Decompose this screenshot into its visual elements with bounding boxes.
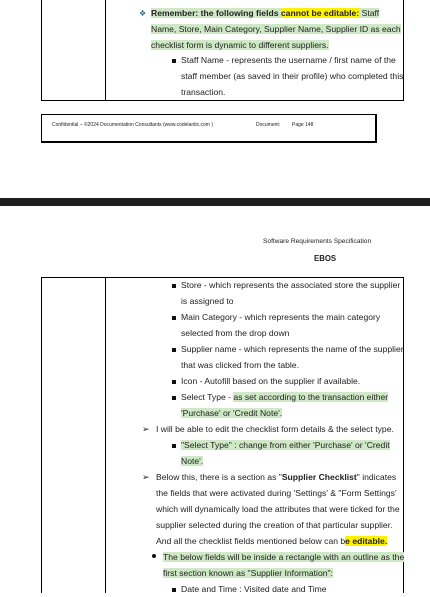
- rectangle-line-1: The below fields will be inside a rectangle with an outline as the: [163, 552, 405, 562]
- square-bullet-icon: [172, 588, 176, 592]
- supplier-name-line-2: that was clicked from the table.: [181, 360, 299, 370]
- footer-page-number: Page 148: [292, 122, 314, 128]
- square-bullet-icon: [172, 284, 176, 288]
- remember-line-1-rest: Staff: [359, 8, 380, 18]
- table-border-left: [41, 0, 42, 101]
- checklist-line-1: Below this, there is a section as "Supplier Checklist" indicates: [156, 472, 397, 482]
- table-border-right: [403, 277, 404, 593]
- rectangle-line-2: first section known as "Supplier Information":: [163, 568, 333, 578]
- select-type-change-line-2: Note'.: [181, 456, 204, 466]
- store-line-2: is assigned to: [181, 296, 234, 306]
- square-bullet-icon: [172, 59, 176, 63]
- remember-line-3: checklist form is dynamic to different suppliers.: [151, 40, 329, 50]
- table-border-bottom: [41, 100, 404, 101]
- date-time-line: Date and Time : Visited date and Time: [181, 584, 327, 594]
- page-header-subtitle: EBOS: [314, 254, 337, 263]
- main-category-line-2: selected from the drop down: [181, 328, 290, 338]
- square-bullet-icon: [172, 348, 176, 352]
- arrow-bullet-icon: ➢: [142, 472, 150, 482]
- square-bullet-icon: [172, 380, 176, 384]
- table-border-right: [403, 0, 404, 101]
- page-separator: [0, 198, 430, 206]
- staff-name-line-2: staff member (as saved in their profile) who completed this: [181, 71, 404, 81]
- checklist-line-4: supplier selected during the creation of that particular supplier.: [156, 520, 393, 530]
- remember-not-editable: cannot be editable:: [280, 8, 360, 18]
- page-footer: [41, 114, 377, 143]
- table-column-divider: [105, 0, 106, 101]
- select-type-line-2: 'Purchase' or 'Credit Note'.: [181, 408, 283, 418]
- edit-checklist-line: I will be able to edit the checklist form details & the select type.: [156, 424, 394, 434]
- checklist-line-3: which will dynamically load the attributes that were ticked for the: [156, 504, 400, 514]
- store-line-1: Store - which represents the associated store the supplier: [181, 280, 401, 290]
- checklist-line-2: the fields that were activated during 'Settings' & "Form Settings': [156, 488, 397, 498]
- footer-document-label: Document:: [256, 122, 281, 128]
- main-category-line-1: Main Category - which represents the main category: [181, 312, 381, 322]
- staff-name-line-1: Staff Name - represents the username / first name of the: [181, 55, 396, 65]
- square-bullet-icon: [172, 444, 176, 448]
- arrow-bullet-icon: ➢: [142, 424, 150, 434]
- select-type-line-1: Select Type - as set according to the transaction either: [181, 392, 389, 402]
- select-type-change-line-1: "Select Type" : change from either 'Purchase' or 'Credit: [181, 440, 390, 450]
- table-border-left: [41, 277, 42, 593]
- footer-confidential: Confidential – ©2024 Documentation Consultants (www.codelantic.com ): [52, 122, 213, 128]
- square-bullet-icon: [172, 396, 176, 400]
- checklist-line-5: And all the checklist fields mentioned below can be editable.: [156, 536, 388, 546]
- icon-autofill-line: Icon - Autofill based on the supplier if available.: [181, 376, 361, 386]
- page-header-title: Software Requirements Specification: [263, 238, 372, 245]
- supplier-name-line-1: Supplier name - which represents the name of the supplier: [181, 344, 404, 354]
- staff-name-line-3: transaction.: [181, 87, 226, 97]
- remember-line-1: [151, 5, 379, 21]
- square-bullet-icon: [172, 316, 176, 320]
- remember-bullet-icon: ❖: [139, 9, 147, 18]
- table-column-divider: [105, 277, 106, 593]
- remember-prefix: Remember: the following fields: [151, 8, 281, 18]
- round-bullet-icon: [152, 554, 156, 558]
- remember-line-2: Name, Store, Main Category, Supplier Name, Supplier ID as each: [151, 24, 401, 34]
